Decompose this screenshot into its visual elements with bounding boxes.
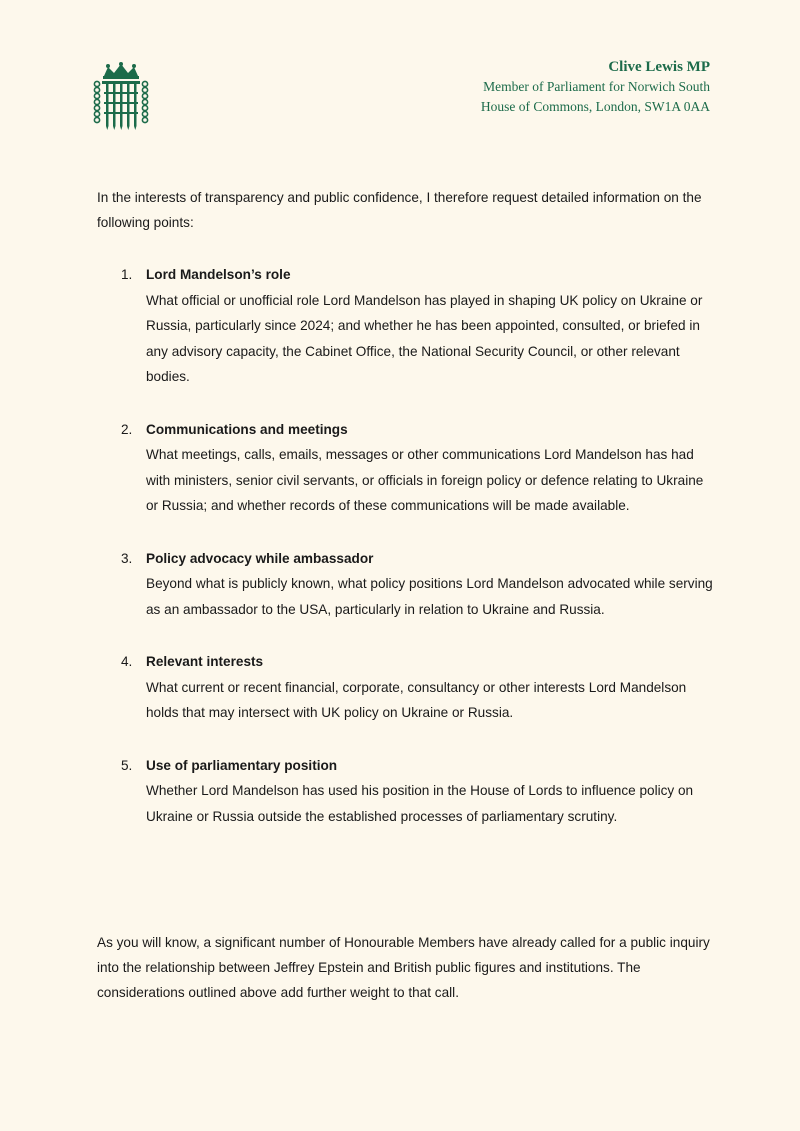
point-number: 1.: [121, 267, 133, 282]
list-item: [97, 649, 717, 726]
request-points-list: [97, 262, 717, 856]
point-heading: Use of parliamentary position: [146, 757, 338, 773]
point-text: Beyond what is publicly known, what policy positions Lord Mandelson advocated while serving as an ambassador to the USA, particularly in relation to Ukraine and Russia.: [146, 576, 713, 617]
point-number: 2.: [121, 421, 133, 437]
closing-paragraph: As you will know, a significant number of Honourable Members have already called for a public inquiry into the relationship between Jeffrey Epstein and British public figures and institutions. The considerations outlined above add further weight to that call.: [97, 935, 710, 1000]
list-item: [97, 753, 717, 830]
point-heading: Policy advocacy while ambassador: [146, 550, 374, 566]
letterhead: [481, 57, 710, 117]
point-number: 3.: [121, 550, 133, 566]
point-heading: Communications and meetings: [146, 421, 348, 437]
mp-address: House of Commons, London, SW1A 0AA: [480, 99, 710, 114]
portcullis-icon: [92, 62, 150, 134]
point-number: 4.: [121, 654, 133, 669]
list-item: [97, 262, 717, 390]
point-text: What meetings, calls, emails, messages or other communications Lord Mandelson has had with ministers, senior civil servants, or officials in foreign policy or defence relating to Ukraine or Russia; and whether records of these communications will be made available.: [146, 447, 704, 513]
mp-name: Clive Lewis MP: [608, 59, 710, 75]
list-item: [97, 546, 717, 623]
intro-paragraph: In the interests of transparency and public confidence, I therefore request detailed information on the following points:: [97, 190, 702, 230]
point-number: 5.: [121, 757, 133, 773]
list-item: [97, 417, 717, 519]
point-heading: Lord Mandelson’s role: [146, 267, 291, 282]
point-text: What official or unofficial role Lord Mandelson has played in shaping UK policy on Ukraine or Russia, particularly since 2024; and whether he has been appointed, consulted, or briefed in any advisory capacity, the Cabinet Office, the National Security Council, or other relevant bodies.: [146, 292, 703, 384]
point-text: Whether Lord Mandelson has used his position in the House of Lords to influence policy on Ukraine or Russia outside the established processes of parliamentary scrutiny.: [146, 783, 694, 824]
mp-role: Member of Parliament for Norwich South: [483, 79, 710, 94]
point-text: What current or recent financial, corporate, consultancy or other interests Lord Mandelson holds that may intersect with UK policy on Ukraine or Russia.: [146, 679, 687, 720]
point-heading: Relevant interests: [146, 654, 264, 669]
